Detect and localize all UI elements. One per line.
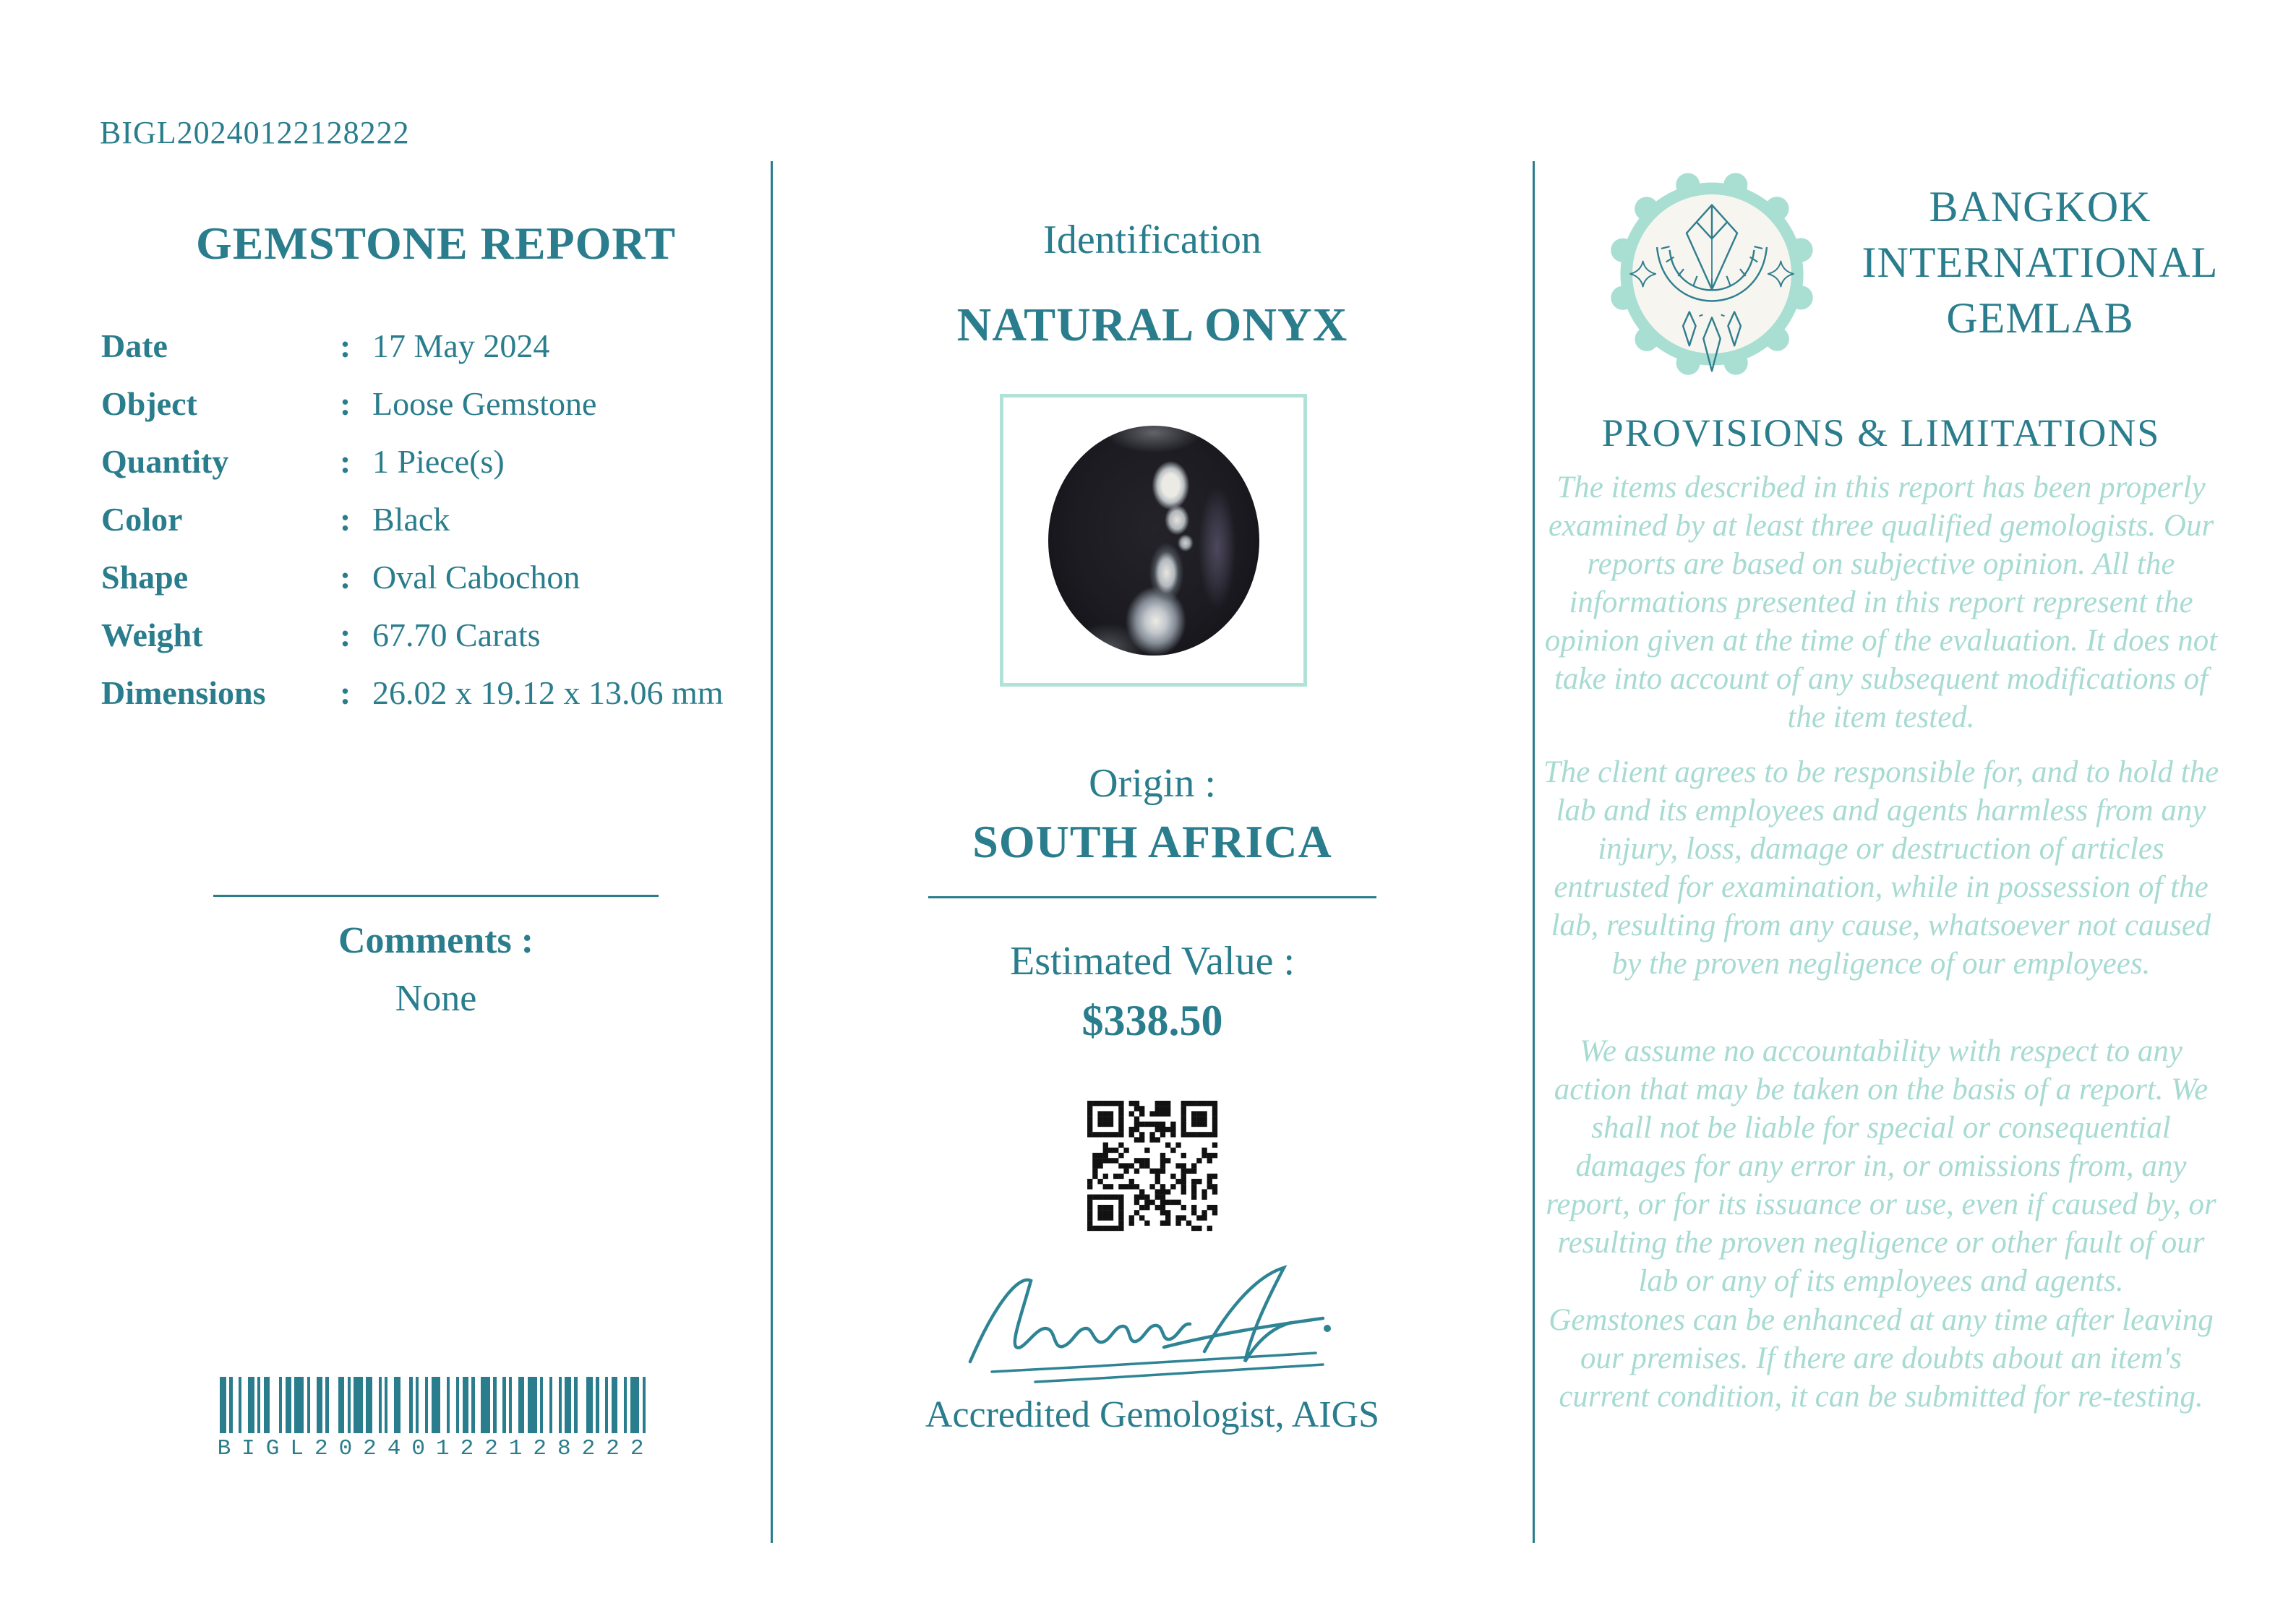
provisions-paragraph: The client agrees to be responsible for, and to hold the lab and its employees and agents harmless from any injury, loss, damage or destruction of articles entrusted for examination, while in possession of the lab, resulting from any cause, whatsoever not caused by the proven negligence of our employees. [1543,755,2219,981]
provisions-paragraph: The items described in this report has been properly examined by at least three qualified gemologists. Our reports are based on subjective opinion. All the informations presented in this report represent the opinion given at the time of the evaluation. It does not take into account of any subsequent modifications of the item tested. [1544,471,2218,734]
gem-identification-value: NATURAL ONYX [956,298,1348,351]
field-label: Date [101,327,168,364]
table-row [101,500,771,558]
gemstone-photo-frame [1000,394,1307,687]
estimated-value-label: Estimated Value : [1010,939,1295,984]
gemstone-fields-table [101,327,771,731]
field-value: 17 May 2024 [372,327,550,364]
comments-value: None [395,978,477,1019]
field-label: Color [101,501,183,538]
field-value: 1 Piece(s) [372,443,505,480]
field-value: Black [372,501,450,538]
table-row [101,674,771,731]
field-value: 67.70 Carats [372,616,541,653]
table-row [101,384,771,442]
page-title: GEMSTONE REPORT [195,218,677,269]
field-value: Oval Cabochon [372,559,581,596]
comments-divider [213,895,659,897]
origin-value: SOUTH AFRICA [972,816,1332,867]
field-separator: : [340,501,351,538]
gemologist-signature [950,1259,1355,1389]
field-separator: : [340,559,351,596]
value-divider [928,896,1376,898]
provisions-paragraph: Gemstones can be enhanced at any time after leaving our premises. If there are doubts about an item's current condition, it can be submitted for re-testing. [1548,1303,2214,1414]
table-row [101,327,771,384]
barcode [212,1377,660,1461]
identification-column [772,0,1533,1624]
barcode-bars [212,1377,660,1433]
provisions-paragraph: We assume no accountability with respect to any action that may be taken on the basis of a report. We shall not be liable for special or consequential damages for any error in, or omissions from, any report, or for its issuance or use, even if caused by, or resulting the proven negligence or other fault of our lab or any of its employees and agents. [1546,1034,2216,1298]
field-label: Dimensions [101,674,266,711]
report-number: BIGL20240122128222 [100,115,410,150]
gemstone-photo [1048,426,1259,656]
field-value: Loose Gemstone [372,385,597,422]
table-row [101,616,771,674]
field-separator: : [340,616,351,653]
field-separator: : [340,385,351,422]
table-row [101,442,771,500]
lab-provisions-column [1534,0,2296,1624]
provisions-heading: PROVISIONS & LIMITATIONS [1601,411,2161,455]
field-label: Weight [101,616,203,653]
field-label: Quantity [101,443,229,480]
field-separator: : [340,674,351,711]
lab-name: BANGKOK INTERNATIONAL GEMLAB [1862,183,2219,342]
field-label: Object [101,385,197,422]
field-value: 26.02 x 19.12 x 13.06 mm [372,674,724,711]
estimated-value: $338.50 [1081,997,1223,1044]
origin-label: Origin : [1089,761,1216,806]
signer-title: Accredited Gemologist, AIGS [925,1394,1380,1435]
field-separator: : [340,443,351,480]
field-label: Shape [101,559,189,596]
gemlab-logo-badge [1606,168,1817,379]
table-row [101,558,771,616]
comments-label: Comments : [338,920,534,961]
qr-code [1084,1097,1221,1234]
report-details-column [101,0,771,1624]
field-separator: : [340,327,351,364]
identification-heading: Identification [1043,218,1261,262]
barcode-text: BIGL20240122128222 [217,1436,655,1461]
